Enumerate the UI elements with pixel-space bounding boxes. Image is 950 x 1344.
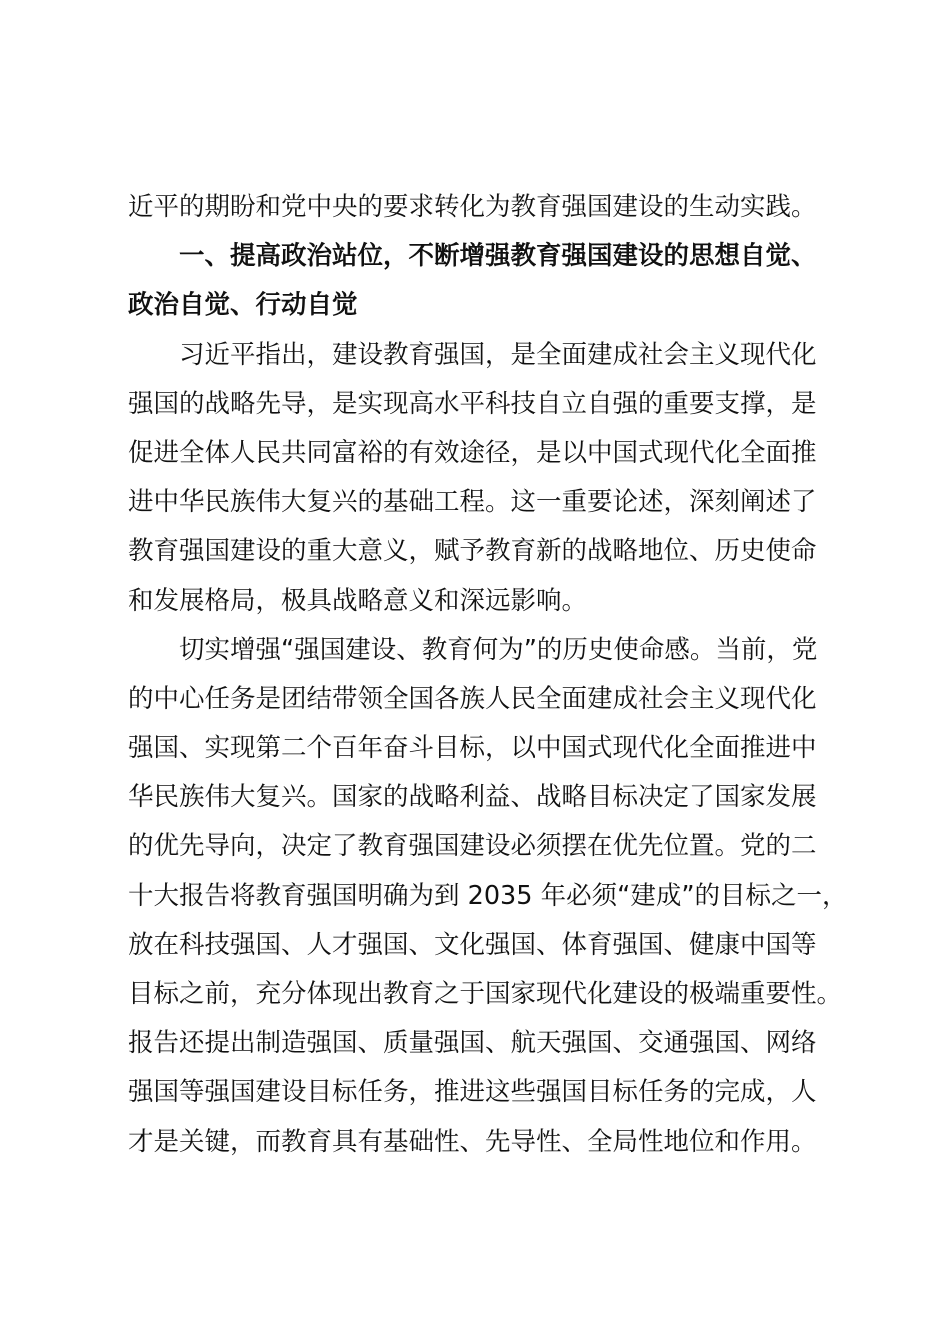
text-line: 才是关键，而教育具有基础性、先导性、全局性地位和作用。	[128, 1126, 817, 1157]
document-body	[128, 183, 848, 1167]
text-line: 十大报告将教育强国明确为到 2035 年必须“建成”的目标之一，	[128, 880, 848, 911]
text-line: 教育强国建设的重大意义，赋予教育新的战略地位、历史使命	[128, 536, 817, 567]
text-line: 华民族伟大复兴。国家的战略利益、战略目标决定了国家发展	[128, 782, 817, 813]
text-line: 放在科技强国、人才强国、文化强国、体育强国、健康中国等	[128, 929, 817, 960]
text-line: 强国的战略先导，是实现高水平科技自立自强的重要支撑，是	[128, 388, 817, 419]
text-line: 习近平指出，建设教育强国，是全面建成社会主义现代化	[179, 339, 817, 370]
text-line: 促进全体人民共同富裕的有效途径，是以中国式现代化全面推	[128, 437, 817, 468]
text-line: 和发展格局，极具战略意义和深远影响。	[128, 585, 588, 616]
text-line: 进中华民族伟大复兴的基础工程。这一重要论述，深刻阐述了	[128, 487, 817, 518]
text-line: 近平的期盼和党中央的要求转化为教育强国建设的生动实践。	[128, 192, 817, 222]
text-line: 的中心任务是团结带领全国各族人民全面建成社会主义现代化	[128, 683, 817, 714]
text-line: 报告还提出制造强国、质量强国、航天强国、交通强国、网络	[128, 1028, 817, 1059]
section-heading-line: 一、提高政治站位，不断增强教育强国建设的思想自觉、	[179, 241, 817, 272]
text-line: 的优先导向，决定了教育强国建设必须摆在优先位置。党的二	[128, 831, 817, 862]
text-line: 目标之前，充分体现出教育之于国家现代化建设的极端重要性。	[128, 979, 843, 1009]
text-line: 切实增强“强国建设、教育何为”的历史使命感。当前，党	[179, 634, 818, 665]
section-heading-line: 政治自觉、行动自觉	[128, 290, 358, 321]
text-line: 强国等强国建设目标任务，推进这些强国目标任务的完成，人	[128, 1077, 817, 1108]
text-line: 强国、实现第二个百年奋斗目标，以中国式现代化全面推进中	[128, 733, 817, 764]
